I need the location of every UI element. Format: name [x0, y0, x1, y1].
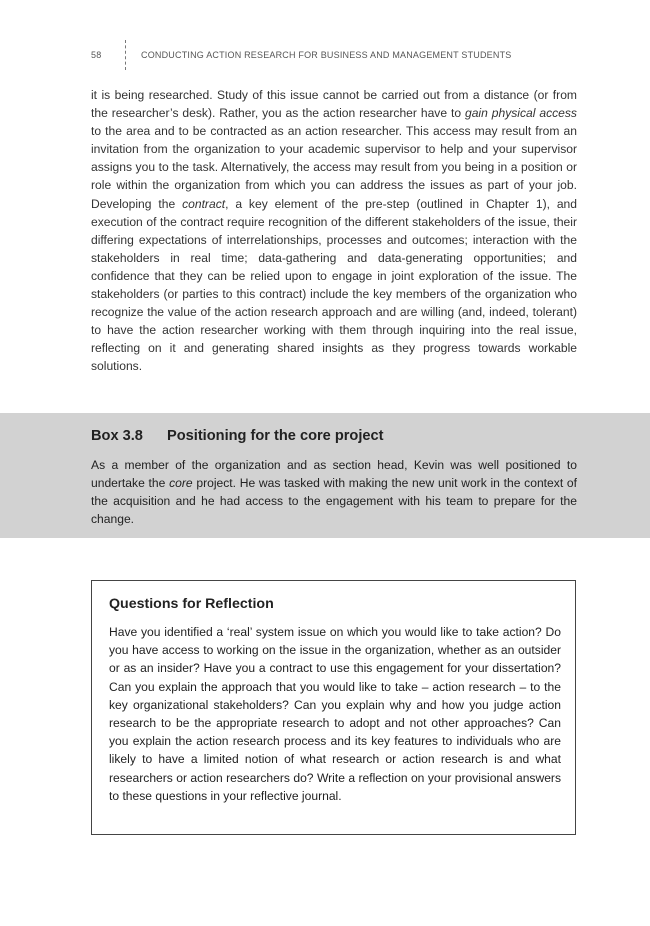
box-3-8	[0, 413, 650, 538]
box-body	[91, 456, 577, 528]
running-head	[91, 48, 571, 66]
running-head-title: CONDUCTING ACTION RESEARCH FOR BUSINESS AND MANAGEMENT STUDENTS	[141, 50, 512, 60]
box-heading	[91, 428, 577, 444]
body-text-part-3: , a key element of the pre-step (outlined in Chapter 1), and execution of the contract require recognition of the different stakeholders of the issue, their differing expectations of interrelationships, processes and outcomes; interaction with the stakeholders in real time; data-gathering and data-generating opportunities; and confidence that they can be relied upon to engage in joint exploration of the issue. The stakeholders (or parties to this contract) include the key members of the organization who recognize the value of the action research approach and are willing (and, indeed, tolerant) to have the action researcher working with them through inquiring into the real issue, reflecting on it and generating shared insights as they progress towards workable solutions.	[91, 196, 578, 374]
reflection-body	[109, 623, 561, 805]
page-number: 58	[91, 50, 102, 60]
reflection-paragraph: Have you identified a ‘real’ system issue on which you would like to take action? Do you have access to working on the issue in the organization, whether as an outsider or as an insider? Have you a contract to use this engagement for your dissertation? Can you explain the approach that you would like to take – action research – to the key organizational stakeholders? Can you explain why and how you judge action research to be the appropriate research to adopt and not other approaches? Can you explain the action research process and its key features to individuals who are likely to have a limited notion of what research or action research is and what researchers or action researchers do? Write a reflection on your provisional answers to these questions in your reflective journal.	[109, 625, 561, 803]
box-text-emphasis-core: core	[169, 476, 193, 491]
reflection-title: Questions for Reflection	[109, 596, 274, 612]
body-paragraph-text	[91, 86, 577, 376]
body-paragraph	[91, 86, 577, 376]
reflection-box	[91, 580, 576, 835]
running-head-divider	[125, 40, 126, 70]
body-text-emphasis-contract: contract	[182, 196, 226, 211]
box-paragraph	[91, 456, 577, 528]
body-text-part-2: to the area and to be contracted as an action researcher. This access may result from an invitation from the organization to your academic supervisor to help and your supervisor assigns you to the task. Alternatively, the access may result from you being in a position or role within the organization from which you can address the issues as part of your job. Developing the	[91, 124, 577, 211]
body-text-part-1: it is being researched. Study of this issue cannot be carried out from a distance (or from the researcher’s desk). Rather, you as the action researcher have to	[91, 88, 577, 121]
body-text-emphasis-access: gain physical access	[464, 106, 577, 121]
box-label: Box 3.8	[91, 428, 143, 444]
box-text-part-2: project. He was tasked with making the new unit work in the context of the acquisition and he had access to the engagement with his team to prepare for the change.	[91, 476, 577, 527]
box-title: Positioning for the core project	[167, 428, 384, 444]
box-text-part-1: As a member of the organization and as section head, Kevin was well positioned to undertake the	[91, 458, 577, 491]
